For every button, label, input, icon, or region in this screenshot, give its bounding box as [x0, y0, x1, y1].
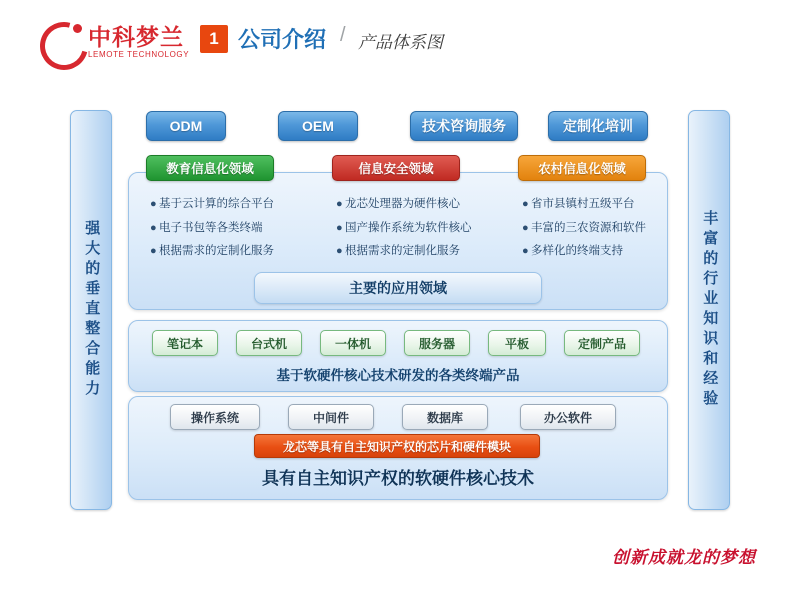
product-chip-laptop[interactable]: 笔记本 [152, 330, 218, 356]
core-technology-caption: 具有自主知识产权的软硬件核心技术 [262, 469, 534, 488]
page-title: 公司介绍 [238, 27, 327, 52]
product-chip-tablet[interactable]: 平板 [488, 330, 546, 356]
service-button-training[interactable]: 定制化培训 [548, 111, 648, 141]
bullet-icon: ● [150, 198, 157, 210]
core-chip-middleware[interactable]: 中间件 [288, 404, 374, 430]
logo-text [88, 25, 189, 60]
page-header [0, 0, 800, 78]
list-item: 丰富的三农资源和软件 [531, 221, 646, 234]
list-item: 电子书包等各类终端 [159, 221, 263, 234]
core-hardware-bar: 龙芯等具有自主知识产权的芯片和硬件模块 [254, 434, 540, 458]
core-chip-office[interactable]: 办公软件 [520, 404, 616, 430]
bullet-icon: ● [336, 221, 343, 234]
logo-english-name: LEMOTE TECHNOLOGY [88, 49, 190, 59]
list-item: 国产操作系统为软件核心 [345, 221, 472, 234]
bullet-icon: ● [522, 245, 529, 258]
service-button-consulting[interactable]: 技术咨询服务 [410, 111, 518, 141]
product-chip-aio[interactable]: 一体机 [320, 330, 386, 356]
bullet-icon: ● [522, 198, 529, 210]
bullet-icon: ● [336, 198, 343, 210]
company-slogan: 创新成就龙的梦想 [612, 548, 756, 567]
core-chip-database[interactable]: 数据库 [402, 404, 488, 430]
chapter-number-badge: 1 [200, 25, 228, 53]
domain-list-education [150, 196, 318, 267]
domain-tag-rural: 农村信息化领域 [518, 155, 646, 181]
domain-list-security [336, 196, 514, 267]
side-bar-right [688, 110, 730, 510]
list-item: 龙芯处理器为硬件核心 [345, 198, 460, 210]
list-item: 基于云计算的综合平台 [159, 198, 274, 210]
side-bar-right-label: 丰富的行业知识和经验 [701, 210, 719, 410]
domain-tag-education: 教育信息化领域 [146, 155, 274, 181]
side-bar-left-label: 强大的垂直整合能力 [83, 220, 101, 400]
product-chip-server[interactable]: 服务器 [404, 330, 470, 356]
logo-chinese-name: 中科梦兰 [88, 23, 184, 50]
list-item: 省市县镇村五级平台 [531, 198, 635, 210]
core-chip-os[interactable]: 操作系统 [170, 404, 260, 430]
list-item: 根据需求的定制化服务 [159, 245, 274, 258]
application-domain-banner: 主要的应用领域 [254, 272, 542, 304]
title-separator: / [340, 24, 346, 46]
list-item: 多样化的终端支持 [531, 245, 623, 258]
bullet-icon: ● [336, 245, 343, 258]
product-chip-custom[interactable]: 定制产品 [564, 330, 640, 356]
domain-tag-security: 信息安全领域 [332, 155, 460, 181]
terminal-products-caption: 基于软硬件核心技术研发的各类终端产品 [276, 368, 520, 383]
bullet-icon: ● [522, 221, 529, 234]
page-subtitle: 产品体系图 [358, 33, 443, 52]
list-item: 根据需求的定制化服务 [345, 245, 460, 258]
bullet-icon: ● [150, 245, 157, 258]
domain-list-rural [522, 196, 690, 267]
bullet-icon: ● [150, 221, 157, 234]
side-bar-left [70, 110, 112, 510]
product-chip-desktop[interactable]: 台式机 [236, 330, 302, 356]
service-button-odm[interactable]: ODM [146, 111, 226, 141]
service-button-oem[interactable]: OEM [278, 111, 358, 141]
logo-mark-icon [38, 20, 84, 64]
